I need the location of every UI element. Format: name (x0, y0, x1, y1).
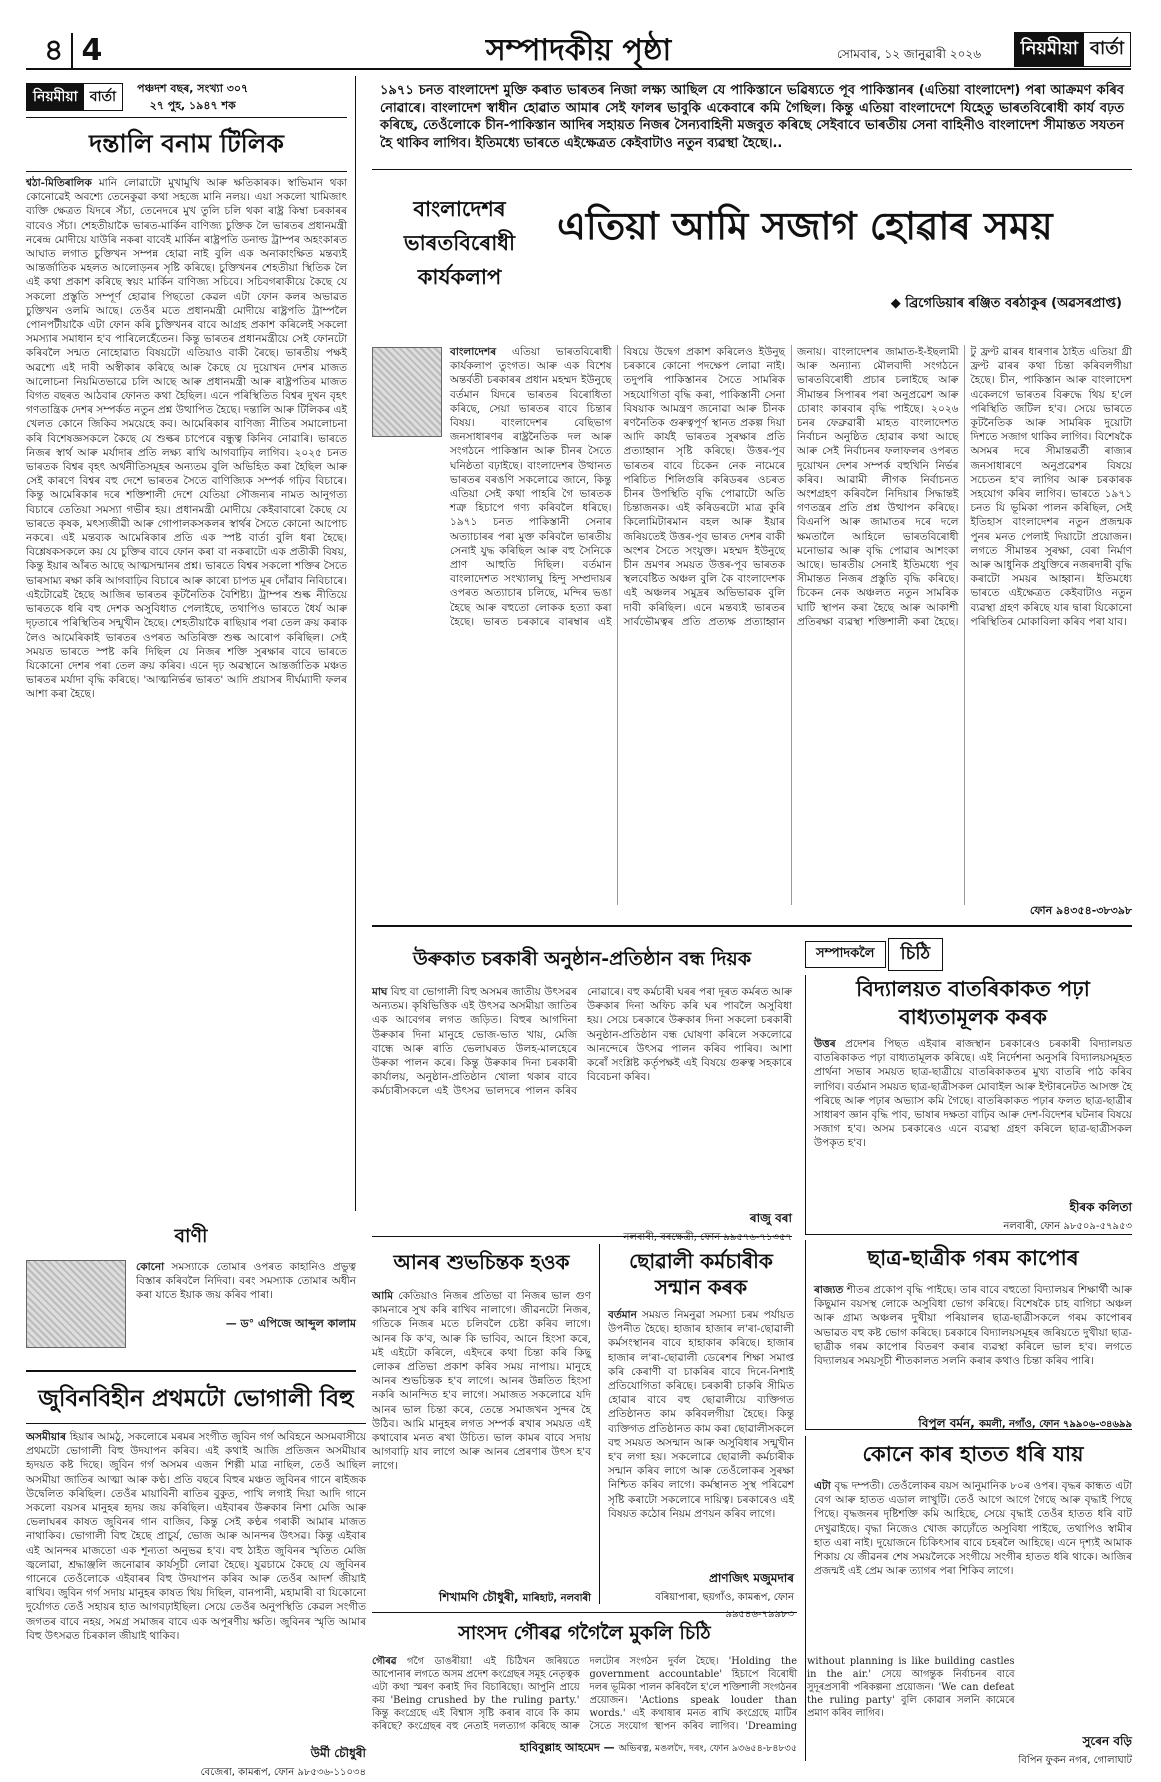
letter-1-address: নলবাৰী, বৰক্ষেত্ৰী, ফোন ৯৯৫৭৬-৭১৩৫৭ (623, 1232, 792, 1243)
letter-7: সাংসদ গৌৰৱ গগৈলৈ মুকলি চিঠি গৌৰৱ গগৈ ডাঙৰীয়া! এই চিঠিখন জৰিয়তে আপোনাৰ লগতে অসম প্ৰদেশ কংগ্ৰেছৰ সমূহ নেতৃত্বক এটা কথা স্মৰণ কৰাই দিব বিচাৰিছো। আপুনি প্ৰায়ে কয় 'Being crushed by the ruling party.' কিন্তু কংগ্ৰেছে এই বিশ্বাস সৃষ্টি কৰাৰ বাবে কি কাম কৰিছে? কংগ্ৰেছৰ বহু নেতাই দলত্যাগ কৰিছে আৰু দলটোৰ সংগঠন দুৰ্বল হৈছে। 'Holding the government accountable' হিচাপে বিৰোধী দলৰ ভূমিকা পালন কৰিবলৈ হ'লে শক্তিশালী সংগঠনৰ প্ৰয়োজন। 'Actions speak louder than words.' এই কথাষাৰ মনত ৰাখি কংগ্ৰেছে মাটিৰ সৈতে সংযোগ স্থাপন কৰিব লাগিব। 'Dreaming without planning is like building castles in the air.' সেয়ে আগন্তুক নিৰ্বাচনৰ বাবে সুদূৰপ্ৰসাৰী পৰিকল্পনা প্ৰয়োজন। 'We can defeat the ruling party' বুলি কোৱাৰ সলনি কামেৰে প্ৰমাণ কৰিব লাগিব। হাবিবুল্লাহ আহমেদ — অভিৰত্ন, মঙলদৈ, দৰং, ফোন ৯৩৬৫৪-৮৪৮৩৫ (372, 1612, 797, 1762)
lead-lead: বাংলাদেশৰ (450, 346, 497, 358)
edition-bar (26, 76, 347, 118)
letter-4-address: নলবাৰী, ফোন ৯৮৫০৯-৫৭৯৫৩ (1003, 1221, 1132, 1232)
lead-headline (372, 180, 1132, 340)
editorial-column (26, 76, 356, 1211)
letters-tag: চিঠি (888, 938, 944, 971)
bihu-body: অসমীয়াৰ হিয়াৰ আমঠু, সকলোৰে মৰমৰ সংগীত জুবিন গৰ্গ অবিহনে অসমবাসীয়ে প্ৰথমটো ভোগালী বিহু উদযাপন কৰিব। এই কথাই আজি প্ৰতিজন অসমীয়াৰ হৃদয়ত কষ্ট দিছে। জুবিন গৰ্গ অসমৰ এজন শিল্পী মাত্ৰ নাছিল, তেওঁ আছিল অসমীয়া জাতিৰ আত্মা আৰু কণ্ঠ। প্ৰতি বছৰে বিহুৰ মঞ্চত জুবিনৰ গানে ৰাইজক উদ্বেলিত কৰিছিল। তেওঁৰ মায়াবিনী ৰাতিৰ বুকুত, পাখি লগাই দিয়া আদি গানে সকলো বয়সৰ মানুহৰ হৃদয় জয় কৰিছিল। এইবাৰৰ উৰুকাৰ নিশা মেজি আৰু ভেলাঘৰৰ কাষত জুবিনৰ গান বাজিব, কিন্তু সেই কণ্ঠৰ গৰাকী আমাৰ মাজত নাথাকিব। ভোগালী বিহু হৈছে প্ৰাচুৰ্য, ভোজ আৰু আনন্দৰ উৎসৱ। কিন্তু এইবাৰ এই আনন্দৰ মাজতো এক শূন্যতা অনুভৱ হ'ব। বহু ঠাইত জুবিনৰ স্মৃতিত মেজি জ্বলোৱা, শ্ৰদ্ধাঞ্জলি জনোৱাৰ কাৰ্যসূচী লোৱা হৈছে। যুৱচামে কৈছে যে জুবিনৰ গানেৰে তেওঁলোকে এইবাৰৰ বিহু উদযাপন কৰিব আৰু তেওঁৰ আদৰ্শ জীয়াই ৰাখিব। জুবিন গৰ্গ সদায় মানুহৰ কাষত থিয় দিছিল, বানপানী, মহামাৰী বা যিকোনো দুৰ্যোগত তেওঁ সহায়ৰ হাত আগবঢ়াইছিল। সেয়ে তেওঁৰ অনুপস্থিতি কেৱল সংগীত জগতৰ বাবে নহয়, সমগ্ৰ সমাজৰ বাবে এক অপূৰণীয় ক্ষতি। জুবিনৰ স্মৃতি আমাৰ বিহু উৎসৱত চিৰকাল জীয়াই থাকিব। (26, 1431, 367, 1642)
issue-date: সোমবাৰ, ১২ জানুৱাৰী ২০২৬ (837, 47, 981, 61)
lead-kicker-2: ভাৰতবিৰোধী (403, 231, 516, 255)
letter-5: ছাত্ৰ-ছাত্ৰীক গৰম কাপোৰ ৰাজ্যত শীতৰ প্ৰকোপ বৃদ্ধি পাইছে। তাৰ বাবে বহুতো বিদ্যালয়ৰ শিক্ষাৰ্থী আৰু কিছুমান বয়সস্থ লোকে অসুবিধা ভোগ কৰিছে। বিশেষকৈ চাহ বাগিচা অঞ্চল আৰু গ্ৰাম্য অঞ্চলৰ দুখীয়া পৰিয়ালৰ ছাত্ৰ-ছাত্ৰীসকলে গৰম কাপোৰৰ অভাৱত বহু কষ্ট ভোগ কৰিছে। চৰকাৰে বিদ্যালয়সমূহৰ জৰিয়তে দুখীয়া ছাত্ৰ-ছাত্ৰীক গৰম কাপোৰ বিতৰণ কৰাৰ ব্যৱস্থা কৰিলে ভাল হ'ব। লগতে বিদ্যালয়ৰ সময়সূচী শীতকালত সলনি কৰাৰ কথাও চিন্তা কৰিব পাৰি। বিপুল বৰ্মন, কমলী, নগাঁও, ফোন ৭৯৯০৬-৩৪৬৯৯ (805, 1240, 1132, 1430)
lead-phone: ফোন ৯৪৩৫৪-৩৮৩৯৮ (1029, 904, 1132, 917)
letter-6-title: কোনে কাৰ হাতত ধৰি যায় (862, 1442, 1084, 1466)
letter-3-author: প্ৰাণজিৎ মজুমদাৰ (708, 1571, 794, 1585)
letter-6-author: সুৰেন বড়ি (1082, 1734, 1132, 1748)
lead-kicker-3: কাৰ্যকলাপ (417, 265, 502, 289)
letter-7-author: হাবিবুল্লাহ আহমেদ — অভিৰত্ন, মঙলদৈ, দৰং, ফোন ৯৩৬৫৪-৮৪৮৩৫ (519, 1741, 797, 1754)
saka-date: ২৭ পুহ, ১৯৪৭ শক (149, 98, 236, 112)
lead-kicker-1: বাংলাদেশৰ (413, 197, 506, 221)
letter-3-title: ছোৱালী কৰ্মচাৰীক সন্মান কৰক (629, 1249, 773, 1299)
quote-title: বাণী (174, 1225, 208, 1247)
bihu-address: বেজেৰা, কামৰূপ, ফোন ৯৮৫৩৬-১১০৩৪ (200, 1767, 366, 1778)
letter-3-address: বৰিয়াপাৰা, ছয়গাঁও, কামৰূপ, ফোন ৯৯৫৪৬-৭৯৯৮৩ (655, 1592, 794, 1620)
letters-label: সম্পাদকলৈ (805, 941, 886, 968)
bihu-title: জুবিনবিহীন প্ৰথমটো ভোগালী বিহু (26, 1380, 366, 1424)
quote-lead: কোনো (136, 1261, 165, 1273)
letter-2: আনৰ শুভচিন্তক হওক আমি কেতিয়াও নিজৰ প্ৰতিভা বা নিজৰ ভাল গুণ কামনাৰে সুখ কৰি ৰাখিব নালাগে। জীৱনটো নিজৰ, গতিকে নিজৰ মতে চলিবলৈ চেষ্টা কৰিব লাগে। আনৰ কি ক'ব, আৰু কি ভাবিব, আনে হিংসা কৰে, মই এইটো কৰিলে, এইদৰে কথা চিন্তা কৰি কিছু লোকৰ প্ৰতিভা প্ৰকাশ কৰিব সময় নাপায়। মানুহে আনৰ শুভচিন্তক হ'ব লাগে। আনৰ উন্নতিত হিংসা নকৰি আনন্দিত হ'ব লাগে। সমাজত সকলোৱে যদি আনৰ ভাল চিন্তা কৰে, তেন্তে সমাজখন সুন্দৰ হৈ উঠিব। আমি মানুহৰ লগত সম্পৰ্ক ৰখাৰ সময়ত এই কথাবোৰ মনত ৰখা উচিত। ভাল কামৰ বাবে সদায় আগবাঢ়ি যাব লাগে আৰু আনৰ প্ৰেৰণাৰ উৎস হ'ব লাগে। শিখামণি চৌধুৰী, মাৰিহাট, নলবাৰী (372, 1244, 600, 1604)
masthead (26, 22, 1131, 70)
volume-line: পঞ্চদশ বছৰ, সংখ্যা ৩০৭ (137, 81, 249, 95)
editorial-lead: শ্বঠা-মিতিৰালিক (26, 177, 92, 189)
bihu-author: উৰ্মী চৌধুৰী (310, 1746, 366, 1760)
author-photo (372, 347, 442, 437)
lead-body: বাংলাদেশৰ এতিয়া ভাৰতবিৰোধী কাৰ্যকলাপ তুংগত। আৰু এক বিশেষ অন্তৰ্বতী চৰকাৰৰ প্ৰধান মহম্মদ ইউনুছে বৰ্তমান যিদৰে ভাৰতৰ বিৰোধিতা কৰিছে, সেয়া ভাৰতৰ বাবে চিন্তাৰ বিষয়। বাংলাদেশৰ বেছিভাগ জনসাধাৰণৰ ৰাষ্ট্ৰনৈতিক দল আৰু সংগঠনে পাকিস্তান আৰু চীনৰ সৈতে ঘনিষ্ঠতা বঢ়াইছে। বাংলাদেশৰ উত্থানত ভাৰতৰ বৰঙণি সকলোৱে জানে, কিন্তু এতিয়া সেই কথা পাহৰি গৈ ভাৰতক শত্ৰু হিচাপে গণ্য কৰিবলৈ ধৰিছে। ১৯৭১ চনত পাকিস্তানী সেনাৰ অত্যাচাৰৰ পৰা মুক্ত কৰিবলৈ ভাৰতীয় সেনাই যুদ্ধ কৰিছিল আৰু বহু সৈনিকে প্ৰাণ আহুতি দিছিল। বৰ্তমান বাংলাদেশত সংখ্যালঘু হিন্দু সম্প্ৰদায়ৰ ওপৰত অত্যাচাৰ চলিছে, মন্দিৰ ভঙা হৈছে আৰু বহুতো লোকক হত্যা কৰা হৈছে। ভাৰত চৰকাৰে বাৰম্বাৰ এই বিষয়ে উদ্বেগ প্ৰকাশ কৰিলেও ইউনুছ চৰকাৰে কোনো পদক্ষেপ লোৱা নাই। তদুপৰি পাকিস্তানৰ সৈতে সামৰিক সহযোগিতা বৃদ্ধি কৰা, পাকিস্তানী সেনা বিষয়াক আমন্ত্ৰণ জনোৱা আৰু চীনক ৰণনৈতিক গুৰুত্বপূৰ্ণ স্থানত প্ৰকল্প দিয়া আদি কাৰ্যই ভাৰতৰ সুৰক্ষাৰ প্ৰতি প্ৰত্যাহ্বান সৃষ্টি কৰিছে। উত্তৰ-পূব ভাৰতৰ বাবে চিকেন নেক নামেৰে পৰিচিত শিলিগুৰি কৰিডৰৰ ওচৰত চীনৰ উপস্থিতি বৃদ্ধি পোৱাটো অতি চিন্তাজনক। এই কৰিডৰটো মাত্ৰ কুৰি কিলোমিটাৰমান বহল আৰু ইয়াৰ জৰিয়তেই উত্তৰ-পূব ভাৰত দেশৰ বাকী অংশৰ সৈতে সংযুক্ত। মহম্মদ ইউনুছে চীন ভ্ৰমণৰ সময়ত উত্তৰ-পূব ভাৰতক স্থলবেষ্টিত অঞ্চল বুলি কৈ বাংলাদেশক এই অঞ্চলৰ সমুদ্ৰৰ অভিভাৱক বুলি দাবী কৰিছিল। এনে মন্তব্যই ভাৰতৰ সাৰ্বভৌমত্বৰ প্ৰতি প্ৰত্যক্ষ প্ৰত্যাহ্বান জনায়। বাংলাদেশৰ জামাত-ই-ইছলামী আৰু অন্যান্য মৌলবাদী সংগঠনে ভাৰতবিৰোধী প্ৰচাৰ চলাইছে আৰু সীমান্তৰ সিপাৰৰ পৰা অনুপ্ৰৱেশ আৰু চোৰাং কাৰবাৰ বৃদ্ধি পাইছে। ২০২৬ চনৰ ফেব্ৰুৱাৰী মাহত বাংলাদেশত নিৰ্বাচন অনুষ্ঠিত হোৱাৰ কথা আছে আৰু সেই নিৰ্বাচনৰ ফলাফলৰ ওপৰত দুয়োখন দেশৰ সম্পৰ্ক বহুখিনি নিৰ্ভৰ কৰিব। আৱামী লীগক নিৰ্বাচনত অংশগ্ৰহণ কৰিবলৈ নিদিয়াৰ সিদ্ধান্তই গণতন্ত্ৰৰ প্ৰতি প্ৰশ্ন উত্থাপন কৰিছে। বিএনপি আৰু জামাতৰ দৰে দলে ক্ষমতালৈ আহিলে ভাৰতবিৰোধী মনোভাৱ আৰু বৃদ্ধি পোৱাৰ আশংকা আছে। ভাৰতীয় সেনাই ইতিমধ্যে পূব সীমান্তত নিজৰ প্ৰস্তুতি বৃদ্ধি কৰিছে। চিকেন নেক অঞ্চলত নতুন সামৰিক ঘাটি স্থাপন কৰা হৈছে আৰু আকাশী প্ৰতিৰক্ষা ব্যৱস্থা শক্তিশালী কৰা হৈছে। টু ফ্ৰণ্ট ৱাৰৰ ধাৰণাৰ ঠাইত এতিয়া থ্ৰী ফ্ৰণ্ট ৱাৰৰ কথা চিন্তা কৰিবলগীয়া হৈছে। চীন, পাকিস্তান আৰু বাংলাদেশ একেলগে ভাৰতৰ বিৰুদ্ধে থিয় হ'লে পৰিস্থিতি জটিল হ'ব। সেয়ে ভাৰতে কূটনৈতিক আৰু সামৰিক দুয়োটা দিশতে সজাগ থাকিব লাগিব। বিশেষকৈ অসমৰ দৰে সীমান্তৱৰ্তী ৰাজ্যৰ জনসাধাৰণে অনুপ্ৰৱেশৰ বিষয়ে সচেতন হ'ব লাগিব আৰু চৰকাৰক সহযোগ কৰিব লাগিব। ভাৰতে ১৯৭১ চনত যি ভূমিকা পালন কৰিছিল, সেই ইতিহাস বাংলাদেশৰ নতুন প্ৰজন্মক পুনৰ মনত পেলাই দিয়াটো প্ৰয়োজন। লগতে সীমান্তৰ সুৰক্ষা, বেৰা নিৰ্মাণ আৰু আধুনিক প্ৰযুক্তিৰে নজৰদাৰী বৃদ্ধি কৰাটো সময়ৰ আহ্বান। ইতিমধ্যে ভাৰতে এইক্ষেত্ৰত কেইবাটাও নতুন ব্যৱস্থা গ্ৰহণ কৰিছে যাৰ দ্বাৰা যিকোনো পৰিস্থিতিৰ মোকাবিলা কৰিব পৰা যাব। ফোন ৯৪৩৫৪-৩৮৩৯৮ (372, 345, 1132, 927)
letter-6: কোনে কাৰ হাতত ধৰি যায় এটা বৃদ্ধ দম্পতী। তেওঁলোকৰ বয়স আনুমানিক ৮০ৰ ওপৰ। বৃদ্ধৰ কান্ধত এটা বেগ আৰু হাতত এডাল লাখুটি। তেওঁ আগে আগে গৈছে আৰু বৃদ্ধাই পিছে পিছে। বৃদ্ধজনৰ দৃষ্টিশক্তি কমি আহিছে, সেয়ে বৃদ্ধাই তেওঁৰ হাতত ধৰি বাট দেখুৱাইছে। বৃদ্ধা নিজেও খোজ কাঢ়োঁতে অসুবিধা পাইছে, তথাপিও স্বামীৰ হাত এৰা নাই। দুয়োজনে চিকিৎসাৰ বাবে চহৰলৈ আহিছে। এনে দৃশ্যই আমাক শিকায় যে জীৱনৰ শেষ সময়লৈকে সংগীয়ে সংগীৰ হাতত ধৰি থাকে। আজিৰ প্ৰজন্মই এই প্ৰেম আৰু ত্যাগৰ পৰা শিকিব লাগে। সুৰেন বড়ি বিপিন ফুকন নগৰ, গোলাঘাট (805, 1436, 1132, 1761)
letter-5-title: ছাত্ৰ-ছাত্ৰীক গৰম কাপোৰ (867, 1246, 1079, 1270)
letter-6-address: বিপিন ফুকন নগৰ, গোলাঘাট (1018, 1755, 1132, 1766)
letter-1: উৰুকাত চৰকাৰী অনুষ্ঠান-প্ৰতিষ্ঠান বন্ধ দিয়ক মাঘ বিহু বা ভোগালী বিহু অসমৰ জাতীয় উৎসৱৰ অন্যতম। কৃষিভিত্তিক এই উৎসৱ অসমীয়া জাতিৰ এক আবেগৰ লগত জড়িত। বিহুৰ আগদিনা উৰুকাৰ দিনা মানুহে ভোজ-ভাত খায়, মেজি বান্ধে আৰু ৰাতি ভেলাঘৰত উলহ-মালহেৰে উৰুকা পালন কৰে। কিন্তু উৰুকাৰ দিনা চৰকাৰী কাৰ্যালয়, অনুষ্ঠান-প্ৰতিষ্ঠান খোলা থকাৰ বাবে কৰ্মচাৰীসকলে এই উৎসৱ ভালদৰে পালন কৰিব নোৱাৰে। বহু কৰ্মচাৰী ঘৰৰ পৰা দূৰত কৰ্মৰত আৰু উৰুকাৰ দিনা অফিচ কৰি ঘৰ পাবলৈ অসুবিধা হয়। সেয়ে চৰকাৰে উৰুকাৰ দিনা সকলো চৰকাৰী অনুষ্ঠান-প্ৰতিষ্ঠান বন্ধ ঘোষণা কৰিলে সকলোৱে আনন্দেৰে উৎসৱ পালন কৰিব পাৰিব। আশা কৰোঁ সংশ্লিষ্ট কৰ্তৃপক্ষই এই বিষয়ে গুৰুত্ব সহকাৰে বিবেচনা কৰিব। ৰাজু বৰা নলবাৰী, বৰক্ষেত্ৰী, ফোন ৯৯৫৭৬-৭১৩৫৭ (372, 937, 792, 1237)
letter-1-title: উৰুকাত চৰকাৰী অনুষ্ঠান-প্ৰতিষ্ঠান বন্ধ দিয়ক (412, 948, 752, 970)
letter-5-author: বিপুল বৰ্মন, কমলী, নগাঁও, ফোন ৭৯৯০৬-৩৪৬৯৯ (918, 1416, 1132, 1430)
editorial-title: দন্তালি বনাম টিলিক (26, 124, 347, 172)
editorial-body: শ্বঠা-মিতিৰালিক মানি লোৱাটো মুখামুখি আৰু ক্ষতিকাৰক। স্বাভিমান থকা কোনোৱেই অবশ্যে তেনেকুৱা কথা সহজে মানি নলয়। এয়া সকলো খামিজাৎ ব্যক্তি ক্ষেত্ৰত যিদৰে সঁচা, তেনেদৰে মুখ তুলি চলি থকা ৰাষ্ট্ৰ কিম্বা চৰকাৰৰ বাবেও সঁচা। শেহতীয়াকৈ ভাৰত-মাৰ্কিন বাণিজ্য চুক্তিক লৈ ভাৰতৰ প্ৰধানমন্ত্ৰী নৰেন্দ্ৰ মোদীয়ে যাউৰি নকৰা বাবেই মাৰ্কিন ৰাষ্ট্ৰপতি ডনাল্ড ট্ৰাম্পৰ অহংকাৰত আঘাত লগাত চুক্তিখন সম্পন্ন হোৱা নাই বুলি এক অনাকাংক্ষিত মন্তব্যই আন্তৰ্জাতিক মহলত আলোড়নৰ সৃষ্টি কৰিছে। চুক্তিখনৰ শেহতীয়া স্থিতিক লৈ এই কথা প্ৰকাশ কৰিছে স্বয়ং মাৰ্কিন বাণিজ্য সচিবে। সচিবগৰাকীয়ে কৈছে যে সকলো প্ৰস্তুতি সম্পূৰ্ণ হোৱাৰ পিছতো কেৱল এটা ফোন কলৰ অভাৱত চুক্তিখন ওলমি আছে। তেওঁৰ মতে প্ৰধানমন্ত্ৰী মোদীয়ে ৰাষ্ট্ৰপতি ট্ৰাম্পলৈ পোনপটীয়াকৈ এটা ফোন কৰি চুক্তিখনৰ বাবে আগ্ৰহ প্ৰকাশ কৰিলেই সকলো সমস্যাৰ সমাধান হ'ব পাৰিলেহেঁতেন। কিন্তু ভাৰতৰ প্ৰধানমন্ত্ৰীয়ে সেই ফোনটো কৰিবলৈ সন্মত নোহোৱাত বিষয়টো এতিয়াও বাকী ৰৈছে। ভাৰতীয় পক্ষই অৱশ্যে এই দাবী অস্বীকাৰ কৰিছে আৰু কৈছে যে দুয়োখন দেশৰ মাজত আলোচনা নিয়মিতভাৱে চলি আছে আৰু প্ৰধানমন্ত্ৰী আৰু ৰাষ্ট্ৰপতিৰ মাজত বিগত বছৰত আঠবাৰ ফোনত কথা হৈছিল। এনে পৰিস্থিতিত বিশ্বৰ দুখন বৃহৎ গণতান্ত্ৰিক দেশৰ সম্পৰ্কত নতুন প্ৰশ্ন উত্থাপিত হৈছে। দন্তালি আৰু টিলিকৰ এই খেলত কোনে জিকিব সময়েহে কব। আমেৰিকাৰ বাণিজ্য নীতিৰ সমালোচনা কৰি বিশেষজ্ঞসকলে কৈছে যে শুল্কৰ চাপেৰে বন্ধুত্ব কিনিব নোৱাৰি। ভাৰতে নিজৰ স্বাৰ্থ আৰু মৰ্যাদাৰ প্ৰতি লক্ষ্য ৰাখি আগবাঢ়িব লাগিব। ২০২৫ চনত ভাৰতক বিশ্বৰ বৃহৎ অৰ্থনীতিসমূহৰ অন্যতম বুলি অভিহিত কৰা হৈছিল আৰু সেই কাৰণে বিশ্বৰ বহু দেশে ভাৰতৰ সৈতে বাণিজ্যিক সম্পৰ্ক গঢ়িব বিচাৰে। কিন্তু আমেৰিকাৰ দৰে শক্তিশালী দেশে যেতিয়া সৌজন্যৰ নামত আনুগত্য বিচাৰে তেতিয়া সমস্যা গভীৰ হয়। প্ৰধানমন্ত্ৰী মোদীয়ে কেইবাবাৰো কৈছে যে ভাৰতে কৃষক, মৎস্যজীৱী আৰু গোপালকসকলৰ স্বাৰ্থৰ সৈতে কোনো আপোচ নকৰে। এই মন্তব্যক আমেৰিকাৰ প্ৰতি এক স্পষ্ট বাৰ্তা বুলি ধৰা হৈছে। বিশ্লেষকসকলে কয় যে চুক্তিৰ বাবে ফোন কৰা বা নকৰাটো এক প্ৰতীকী বিষয়, কিন্তু ইয়াৰ আঁৰত আছে আত্মসন্মানৰ প্ৰশ্ন। ভাৰতে বিশ্বৰ সকলো শক্তিৰ সৈতে ভাৰসাম্য ৰক্ষা কৰি আগবাঢ়িব বিচাৰে আৰু কাৰো চাপত মূৰ দোঁৱাব নিবিচাৰে। এইটোৱেই হৈছে আজিৰ ভাৰতৰ কূটনৈতিক বৈশিষ্ট্য। ট্ৰাম্পৰ শুল্ক নীতিয়ে ভাৰতকে ধৰি বহু দেশক অসুবিধাত পেলাইছে, তথাপিও ভাৰতে ধৈৰ্য আৰু দৃঢ়তাৰে পৰিস্থিতিৰ সন্মুখীন হৈছে। শেহতীয়াকৈ ৰাছিয়াৰ পৰা তেল ক্ৰয় কৰাক লৈও আমেৰিকাই ভাৰতৰ ওপৰত অতিৰিক্ত শুল্ক আৰোপ কৰিছিল। সেই সময়ত ভাৰতে স্পষ্ট কৰি দিছিল যে নিজৰ শক্তি সুৰক্ষাৰ বাবে ভাৰতে যিকোনো দেশৰ পৰা তেল ক্ৰয় কৰিব। এনে দৃঢ় অৱস্থানে আন্তৰ্জাতিক মঞ্চত ভাৰতৰ মৰ্যাদা বৃদ্ধি কৰিছে। 'আত্মনিৰ্ভৰ ভাৰত' আদি প্ৰয়াসৰ দীৰ্ঘম্যাদী ফলৰ আশা কৰা হৈছে। (26, 177, 347, 701)
lead-banner-text: ১৯৭১ চনত বাংলাদেশ মুক্তি কৰাত ভাৰতৰ নিজা লক্ষ্য আছিল যে পাকিস্তানে ভৱিষ্যতে পূব পাকিস্তানৰ (এতিয়া বাংলাদেশ) পৰা আক্ৰমণ কৰিব নোৱাৰে। বাংলাদেশ স্বাধীন হোৱাত আমাৰ সেই ফালৰ ভাবুকি একেবাৰে কমি গৈছিল। কিন্তু এতিয়া বাংলাদেশে যিহেতু ভাৰতবিৰোধী কাৰ্য বঢ়ত কৰিছে, তেওঁলোকে চীন-পাকিস্তান আদিৰ সহায়ত নিজৰ সৈন্যবাহিনী মজবুত কৰিছে সেইবাবে ভাৰতীয় সেনা বাহিনীও বাংলাদেশ সীমান্তত সযতন হৈ থাকিব লাগিব। ইতিমধ্যে ভাৰতে এইক্ষেত্ৰত কেইবাটাও নতুন ব্যৱস্থা হৈছে।.. (380, 83, 1124, 151)
quote-author: — ড° এপিজে আব্দুল কালাম (225, 1316, 356, 1330)
letter-2-author: শিখামণি চৌধুৰী, মাৰিহাট, নলবাৰী (438, 1590, 591, 1604)
quote-box (26, 1222, 356, 1372)
letter-1-author: ৰাজু বৰা (749, 1211, 792, 1225)
edition-logo: নিয়মীয়া বার্তা (26, 83, 123, 111)
letters-header (805, 940, 1132, 968)
bihu-article (26, 1380, 367, 1778)
lead-byline: ◆ ব্ৰিগেডিয়াৰ ৰঞ্জিত বৰঠাকুৰ (অৱসৰপ্ৰাপ্ত) (890, 296, 1122, 311)
lead-title: এতিয়া আমি সজাগ হোৱাৰ সময় (557, 204, 1053, 248)
author-portrait (26, 1260, 126, 1348)
page-number: ৪ 4 (44, 33, 103, 68)
letter-4-author: হীৰক কলিতা (1069, 1200, 1132, 1214)
letter-2-title: আনৰ শুভচিন্তক হওক (393, 1250, 570, 1274)
letter-7-title: সাংসদ গৌৰৱ গগৈলৈ মুকলি চিঠি (458, 1622, 711, 1644)
section-title: সম্পাদকীয় পৃষ্ঠা (485, 33, 672, 68)
letter-4-title: বিদ্যালয়ত বাতৰিকাকত পঢ়া বাধ্যতামূলক কৰক (856, 977, 1090, 1029)
letter-4: বিদ্যালয়ত বাতৰিকাকত পঢ়া বাধ্যতামূলক কৰক উত্তৰ প্ৰদেশৰ পিছত এইবাৰ ৰাজস্থান চৰকাৰেও চৰকাৰী বিদ্যালয়ত বাতৰিকাকত পঢ়া বাধ্যতামূলক কৰিছে। এই নিৰ্দেশনা অনুসৰি বিদ্যালয়সমূহত প্ৰাৰ্থনা সভাৰ সময়ত ছাত্ৰ-ছাত্ৰীয়ে বাতৰিকাকতৰ মুখ্য বাতৰি পাঠ কৰিব লাগিব। বৰ্তমান সময়ত ছাত্ৰ-ছাত্ৰীসকল মোবাইল আৰু ইণ্টাৰনেটত আসক্ত হৈ পৰিছে আৰু পঢ়াৰ অভ্যাস কমি গৈছে। বাতৰিকাকত পঢ়াৰ ফলত ছাত্ৰ-ছাত্ৰীৰ সাধাৰণ জ্ঞান বৃদ্ধি পাব, ভাষাৰ দক্ষতা বাঢ়িব আৰু দেশ-বিদেশৰ ঘটনাৰ বিষয়ে সজাগ হ'ব। অসম চৰকাৰেও এনে ব্যৱস্থা গ্ৰহণ কৰিলে ছাত্ৰ-ছাত্ৰীসকল উপকৃত হ'ব। হীৰক কলিতা নলবাৰী, ফোন ৯৮৫০৯-৫৭৯৫৩ (805, 975, 1132, 1235)
quote-text: সমস্যাকে তোমাৰ ওপৰত কাহানিও প্ৰভুত্ব বিস্তাৰ কৰিবলৈ নিদিবা। বৰং সমস্যাক তোমাৰ অধীন কৰা যাতে ইয়াক জয় কৰিব পাৰা। (136, 1261, 357, 1302)
letter-3: ছোৱালী কৰ্মচাৰীক সন্মান কৰক বৰ্তমান সময়ত নিমনুৱা সমস্যা চৰম পৰ্যায়ত উপনীত হৈছে। হাজাৰ হাজাৰ ল'ৰা-ছোৱালী কৰ্মসংস্থানৰ বাবে হাহাকাৰ কৰিছে। হাজাৰ হাজাৰ ল'ৰা-ছোৱালী ডেৰেশৰ শিক্ষা সমাপ্ত কৰি কেৰাণী বা চাকৰিৰ বাবে দিনে-নিশাই প্ৰতিযোগিতা কৰিছে। চৰকাৰী চাকৰি সীমিত হোৱাৰ বাবে বহু ছোৱালীয়ে ব্যক্তিগত প্ৰতিষ্ঠানত কাম কৰিবলগীয়া হৈছে। কিন্তু ব্যক্তিগত প্ৰতিষ্ঠানত কাম কৰা ছোৱালীসকলে বহু সময়ত অসন্মান আৰু অসুবিধাৰ সন্মুখীন হ'ব লগা হয়। সকলোৱে ছোৱালী কৰ্মচাৰীক সন্মান কৰিব লাগে আৰু তেওঁলোকৰ সুৰক্ষা নিশ্চিত কৰিব লাগে। কৰ্মস্থানত সুস্থ পৰিৱেশ সৃষ্টি কৰাটো সকলোৰে দায়িত্ব। চৰকাৰেও এই বিষয়ত কঠোৰ নিয়ম প্ৰণয়ন কৰিব লাগে। প্ৰাণজিৎ মজুমদাৰ বৰিয়াপাৰা, ছয়গাঁও, কামৰূপ, ফোন ৯৯৫৪৬-৭৯৯৮৩ (608, 1244, 794, 1604)
masthead-logo: নিয়মীয়া বার্তা (1014, 32, 1131, 67)
lead-banner (372, 82, 1132, 170)
